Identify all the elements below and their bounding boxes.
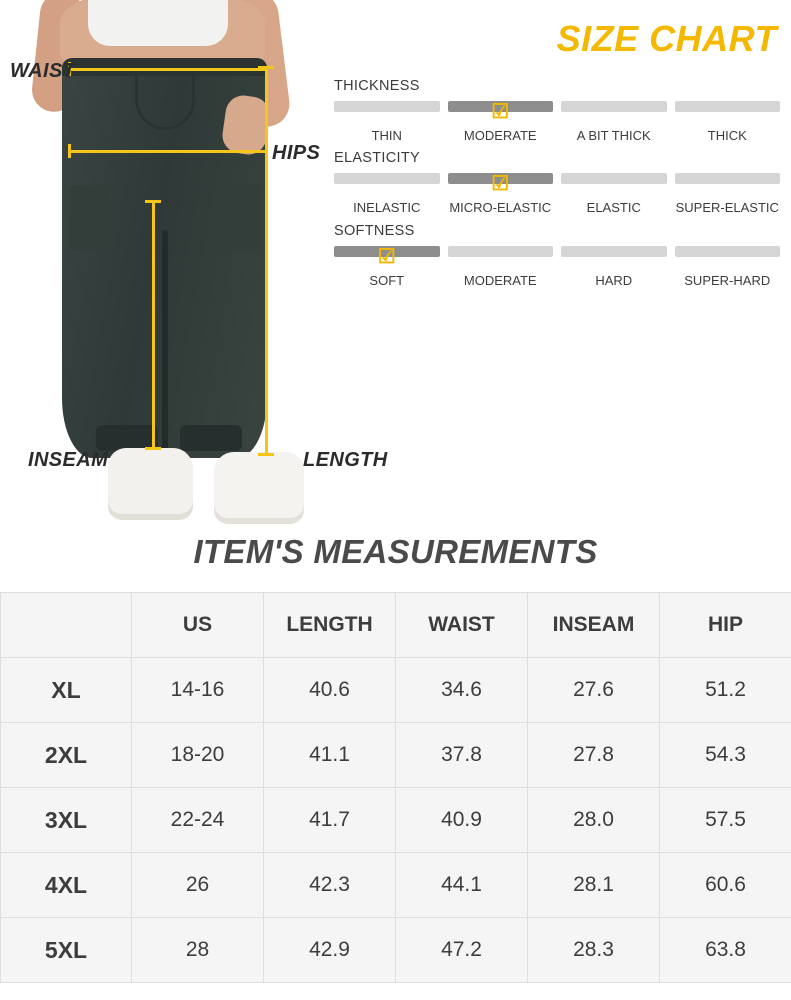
table-header-cell-5: HIP [660, 593, 791, 658]
table-cell-hip: 57.5 [660, 788, 791, 853]
table-row [1, 723, 791, 788]
spec-elasticity-option-1 [448, 173, 554, 216]
table-cell-length: 41.1 [264, 723, 396, 788]
table-cell-length: 41.7 [264, 788, 396, 853]
table-cell-us: 18-20 [132, 723, 264, 788]
spec-elasticity-option-2 [561, 200, 667, 216]
spec-softness-option-1 [448, 273, 554, 289]
table-header-cell-2: LENGTH [264, 593, 396, 658]
table-row [1, 788, 791, 853]
inseam-top-tick [145, 200, 161, 203]
pants-left-cargo-pocket [70, 185, 108, 251]
table-header-cell-3: WAIST [396, 593, 528, 658]
spec-thickness [334, 78, 780, 144]
spec-thickness-bar-3 [675, 101, 781, 112]
table-cell-inseam: 27.6 [528, 658, 660, 723]
spec-thickness-option-1 [448, 101, 554, 144]
checkmark-icon: ☑ [491, 173, 510, 196]
spec-elasticity-option-2-label: ELASTIC [586, 200, 641, 216]
spec-thickness-option-0-label: THIN [371, 128, 402, 143]
spec-elasticity-bar-3 [675, 173, 781, 184]
spec-thickness-option-0 [334, 128, 440, 144]
spec-thickness-labels [334, 101, 780, 144]
hips-left-tick [68, 144, 71, 158]
label-waist: WAIST [10, 60, 76, 82]
table-cell-size: 3XL [1, 788, 132, 853]
table-cell-us: 26 [132, 853, 264, 918]
table-cell-length: 42.9 [264, 918, 396, 983]
spec-thickness-name: THICKNESS [334, 78, 420, 94]
pants-right-cargo-pocket [222, 185, 260, 251]
spec-thickness-bar-2 [561, 101, 667, 112]
spec-softness-option-0-label: SOFT [369, 272, 405, 288]
spec-softness-option-1-label: MODERATE [463, 272, 537, 288]
label-hips: HIPS [272, 142, 321, 164]
table-header-cell-1: US [132, 593, 264, 658]
table-cell-length: 42.3 [264, 853, 396, 918]
waist-guide-line [68, 68, 266, 71]
spec-softness [334, 223, 780, 289]
spec-thickness-option-1-label: MODERATE [463, 128, 537, 143]
pants-drawstring [135, 72, 195, 130]
table-row [1, 658, 791, 723]
spec-thickness-option-3-label: THICK [707, 128, 747, 143]
spec-softness-option-3 [675, 273, 781, 289]
table-cell-inseam: 28.3 [528, 918, 660, 983]
table-cell-size: 4XL [1, 853, 132, 918]
spec-thickness-option-2-label: A BIT THICK [576, 128, 651, 143]
model-left-shoe [108, 448, 193, 520]
table-cell-hip: 63.8 [660, 918, 791, 983]
length-top-tick [258, 66, 274, 69]
table-cell-waist: 37.8 [396, 723, 528, 788]
length-guide-line [265, 66, 268, 456]
spec-softness-name: SOFTNESS [334, 222, 415, 239]
spec-softness-option-2-label: HARD [595, 272, 633, 288]
model-right-shoe [214, 452, 304, 524]
spec-elasticity-option-0-label: INELASTIC [353, 200, 421, 216]
checkmark-icon: ☑ [491, 101, 510, 123]
spec-thickness-bars [334, 101, 780, 112]
table-header-cell-4: INSEAM [528, 593, 660, 658]
inseam-bottom-tick [145, 447, 161, 450]
spec-elasticity-bars [334, 173, 780, 184]
spec-elasticity-labels [334, 173, 780, 216]
spec-softness-bar-2 [561, 246, 667, 257]
spec-thickness-option-3 [675, 128, 781, 144]
table-cell-inseam: 28.0 [528, 788, 660, 853]
table-cell-inseam: 27.8 [528, 723, 660, 788]
table-row [1, 918, 791, 983]
measurements-title: ITEM'S MEASUREMENTS [193, 533, 598, 570]
pants-right-cuff [180, 425, 242, 451]
size-chart-title: SIZE CHART [556, 18, 777, 59]
table-cell-us: 14-16 [132, 658, 264, 723]
inseam-guide-line [152, 200, 155, 450]
spec-elasticity-option-1-label: MICRO-ELASTIC [449, 200, 552, 216]
checkmark-icon: ☑ [377, 245, 396, 268]
table-header-row [1, 593, 791, 658]
table-cell-us: 28 [132, 918, 264, 983]
spec-thickness-bar-0 [334, 101, 440, 112]
spec-softness-bars [334, 246, 780, 257]
spec-elasticity-bar-0 [334, 173, 440, 184]
length-bottom-tick [258, 453, 274, 456]
table-cell-hip: 60.6 [660, 853, 791, 918]
spec-softness-option-3-label: SUPER-HARD [684, 272, 771, 288]
table-header-cell-0 [1, 593, 132, 658]
spec-thickness-option-2 [561, 128, 667, 144]
spec-elasticity-option-3-label: SUPER-ELASTIC [675, 200, 779, 216]
spec-softness-labels [334, 245, 780, 289]
model-crop-top [88, 0, 228, 46]
label-length: LENGTH [303, 449, 388, 471]
spec-elasticity-name: ELASTICITY [334, 150, 420, 167]
table-cell-hip: 54.3 [660, 723, 791, 788]
table-cell-size: XL [1, 658, 132, 723]
spec-elasticity-bar-2 [561, 173, 667, 184]
spec-elasticity [334, 150, 780, 216]
table-row [1, 853, 791, 918]
measurements-table [0, 592, 791, 983]
table-cell-waist: 34.6 [396, 658, 528, 723]
spec-softness-option-2 [561, 273, 667, 289]
hips-guide-line [68, 150, 266, 153]
table-cell-waist: 40.9 [396, 788, 528, 853]
fabric-specs [334, 78, 780, 295]
spec-elasticity-option-0 [334, 200, 440, 216]
table-cell-hip: 51.2 [660, 658, 791, 723]
spec-softness-bar-1 [448, 246, 554, 257]
table-cell-inseam: 28.1 [528, 853, 660, 918]
table-cell-size: 2XL [1, 723, 132, 788]
table-cell-size: 5XL [1, 918, 132, 983]
table-cell-waist: 44.1 [396, 853, 528, 918]
pants-leg-split [162, 230, 168, 458]
table-cell-length: 40.6 [264, 658, 396, 723]
spec-softness-option-0 [334, 245, 440, 289]
spec-softness-bar-3 [675, 246, 781, 257]
table-cell-waist: 47.2 [396, 918, 528, 983]
table-cell-us: 22-24 [132, 788, 264, 853]
label-inseam: INSEAM [28, 449, 109, 471]
spec-elasticity-option-3 [675, 200, 781, 216]
